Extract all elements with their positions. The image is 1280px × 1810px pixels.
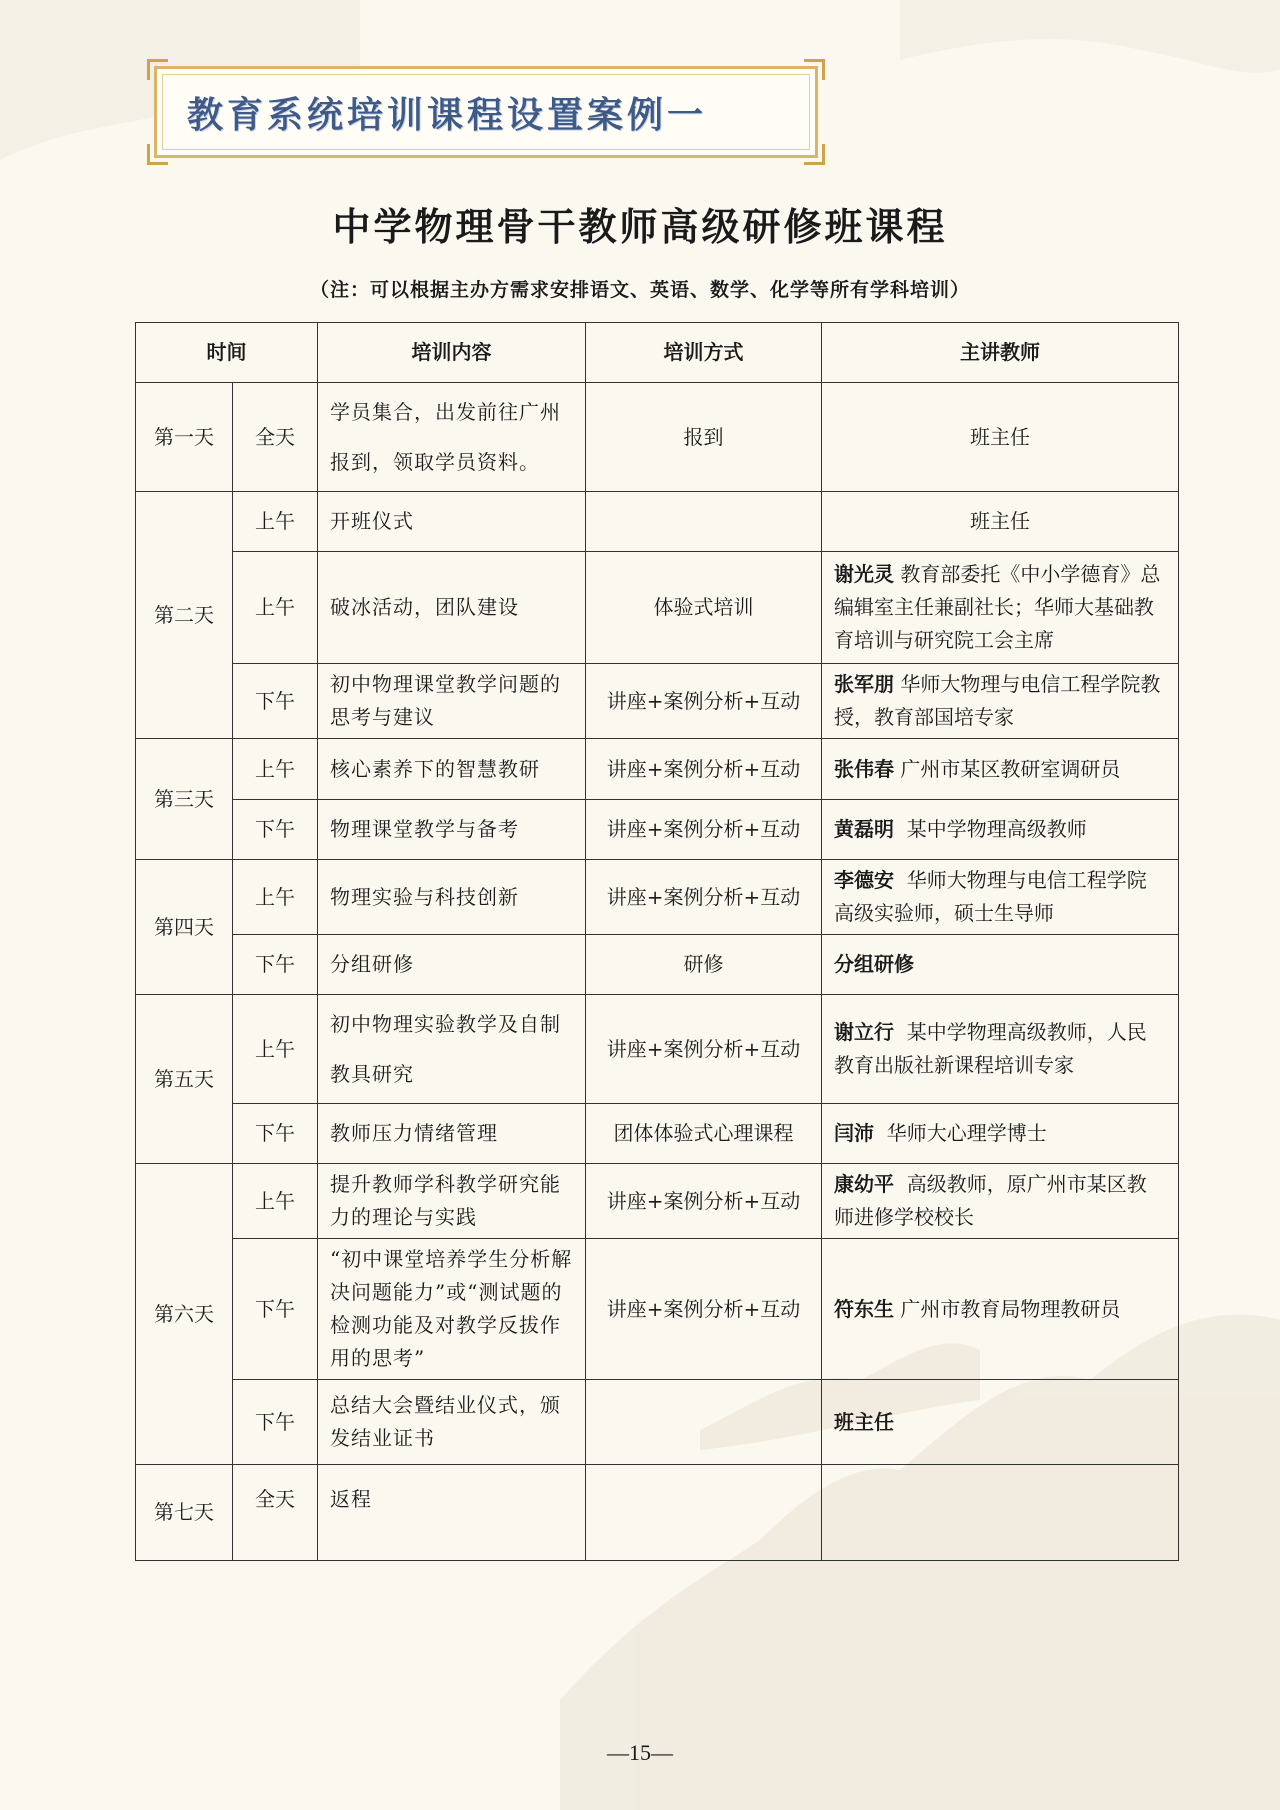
teacher-cell: [822, 1104, 1179, 1164]
teacher-cell: [822, 995, 1179, 1104]
time-cell: 上午: [233, 552, 318, 664]
course-schedule-table: [135, 322, 1179, 1561]
content-cell: 物理课堂教学与备考: [318, 800, 586, 860]
method-cell: [586, 492, 822, 552]
teacher-desc: 班主任: [970, 424, 1030, 449]
table-row: [136, 1104, 1179, 1164]
teacher-cell: [822, 1164, 1179, 1239]
teacher-cell: [822, 800, 1179, 860]
table-row: [136, 383, 1179, 492]
day-label: 第六天: [136, 1164, 233, 1465]
content-cell: 破冰活动，团队建设: [318, 552, 586, 664]
teacher-cell: [822, 1380, 1179, 1465]
teacher-name: 分组研修: [834, 952, 914, 976]
header-time: 时间: [136, 323, 318, 383]
teacher-desc: 华师大心理学博士: [886, 1121, 1047, 1145]
table-row: [136, 1465, 1179, 1561]
content-cell: 教师压力情绪管理: [318, 1104, 586, 1164]
teacher-desc: 某中学物理高级教师: [906, 817, 1087, 841]
method-cell: 讲座+案例分析+互动: [586, 1164, 822, 1239]
time-cell: 下午: [233, 1239, 318, 1380]
method-cell: 讲座+案例分析+互动: [586, 1239, 822, 1380]
banner-corner-ornament: [804, 144, 825, 165]
time-cell: 全天: [233, 1465, 318, 1561]
method-cell: 讲座+案例分析+互动: [586, 860, 822, 935]
teacher-desc: 高级教师，原广州市某区教师进修学校校长: [834, 1172, 1147, 1229]
teacher-desc: 班主任: [970, 509, 1030, 533]
day-label: 第七天: [136, 1465, 233, 1561]
table-row: [136, 492, 1179, 552]
table-row: [136, 1164, 1179, 1239]
header-method: 培训方式: [586, 323, 822, 383]
table-header-row: [136, 323, 1179, 383]
content-cell: 提升教师学科教学研究能力的理论与实践: [318, 1164, 586, 1239]
table-row: [136, 860, 1179, 935]
teacher-cell: [822, 1239, 1179, 1380]
method-cell: 报到: [586, 383, 822, 492]
table-row: [136, 995, 1179, 1104]
time-cell: 上午: [233, 860, 318, 935]
teacher-name: 张伟春: [834, 756, 894, 781]
content-cell: 学员集合，出发前往广州报到，领取学员资料。: [318, 383, 586, 492]
teacher-name: 黄磊明: [834, 817, 894, 841]
table-row: [136, 1239, 1179, 1380]
teacher-cell: [822, 860, 1179, 935]
method-cell: [586, 1380, 822, 1465]
day-label: 第五天: [136, 995, 233, 1164]
content-cell: “初中课堂培养学生分析解决问题能力”或“测试题的检测功能及对教学反拔作用的思考”: [318, 1239, 586, 1380]
teacher-name: 张军朋: [834, 672, 894, 696]
teacher-name: 闫沛: [834, 1121, 874, 1145]
teacher-desc: 广州市某区教研室调研员: [900, 756, 1121, 781]
method-cell: 讲座+案例分析+互动: [586, 800, 822, 860]
table-row: [136, 800, 1179, 860]
method-cell: 讲座+案例分析+互动: [586, 664, 822, 739]
time-cell: 上午: [233, 492, 318, 552]
time-cell: 下午: [233, 800, 318, 860]
teacher-cell: [822, 739, 1179, 800]
method-cell: [586, 1465, 822, 1561]
teacher-desc: 华师大物理与电信工程学院高级实验师，硕士生导师: [834, 868, 1147, 925]
teacher-cell: [822, 492, 1179, 552]
teacher-name: 康幼平: [834, 1172, 894, 1196]
day-label: 第一天: [136, 383, 233, 492]
table-row: [136, 1380, 1179, 1465]
teacher-name: 符东生: [834, 1296, 894, 1321]
time-cell: 上午: [233, 995, 318, 1104]
time-cell: 下午: [233, 1104, 318, 1164]
table-row: [136, 739, 1179, 800]
method-cell: 讲座+案例分析+互动: [586, 995, 822, 1104]
time-cell: 全天: [233, 383, 318, 492]
page-number: —15—: [607, 1740, 673, 1765]
teacher-desc: 教育部委托《中小学德育》总编辑室主任兼副社长；华师大基础教育培训与研究院工会主席: [834, 562, 1161, 652]
document-title: 中学物理骨干教师高级研修班课程: [332, 204, 948, 249]
banner-corner-ornament: [147, 59, 168, 80]
teacher-cell: [822, 552, 1179, 664]
teacher-name: 班主任: [834, 1409, 894, 1434]
day-label: 第四天: [136, 860, 233, 995]
banner-title: 教育系统培训课程设置案例一: [187, 95, 708, 136]
teacher-desc: 广州市教育局物理教研员: [900, 1296, 1121, 1321]
teacher-name: 谢立行: [834, 1020, 894, 1044]
content-cell: 初中物理课堂教学问题的思考与建议: [318, 664, 586, 739]
teacher-name: 谢光灵: [834, 562, 894, 586]
table-row: [136, 935, 1179, 995]
teacher-cell: [822, 383, 1179, 492]
time-cell: 上午: [233, 739, 318, 800]
time-cell: 下午: [233, 664, 318, 739]
content-cell: 核心素养下的智慧教研: [318, 739, 586, 800]
header-teacher: 主讲教师: [822, 323, 1179, 383]
content-cell: 初中物理实验教学及自制教具研究: [318, 995, 586, 1104]
method-cell: 讲座+案例分析+互动: [586, 739, 822, 800]
teacher-cell: [822, 1465, 1179, 1561]
method-cell: 研修: [586, 935, 822, 995]
day-label: 第三天: [136, 739, 233, 860]
teacher-desc: 华师大物理与电信工程学院教授，教育部国培专家: [834, 672, 1161, 729]
time-cell: 下午: [233, 935, 318, 995]
method-cell: 体验式培训: [586, 552, 822, 664]
method-cell: 团体体验式心理课程: [586, 1104, 822, 1164]
header-banner: [154, 66, 818, 158]
teacher-cell: [822, 935, 1179, 995]
time-cell: 上午: [233, 1164, 318, 1239]
table-row: [136, 552, 1179, 664]
day-label: 第二天: [136, 492, 233, 739]
header-content: 培训内容: [318, 323, 586, 383]
time-cell: 下午: [233, 1380, 318, 1465]
teacher-name: 李德安: [834, 868, 894, 892]
teacher-desc: 某中学物理高级教师，人民教育出版社新课程培训专家: [834, 1020, 1147, 1077]
teacher-cell: [822, 664, 1179, 739]
content-cell: 分组研修: [318, 935, 586, 995]
content-cell: 开班仪式: [318, 492, 586, 552]
banner-corner-ornament: [147, 144, 168, 165]
table-row: [136, 664, 1179, 739]
document-note: （注：可以根据主办方需求安排语文、英语、数学、化学等所有学科培训）: [309, 279, 970, 301]
content-cell: 返程: [318, 1465, 586, 1561]
content-cell: 物理实验与科技创新: [318, 860, 586, 935]
banner-corner-ornament: [804, 59, 825, 80]
content-cell: 总结大会暨结业仪式，颁发结业证书: [318, 1380, 586, 1465]
